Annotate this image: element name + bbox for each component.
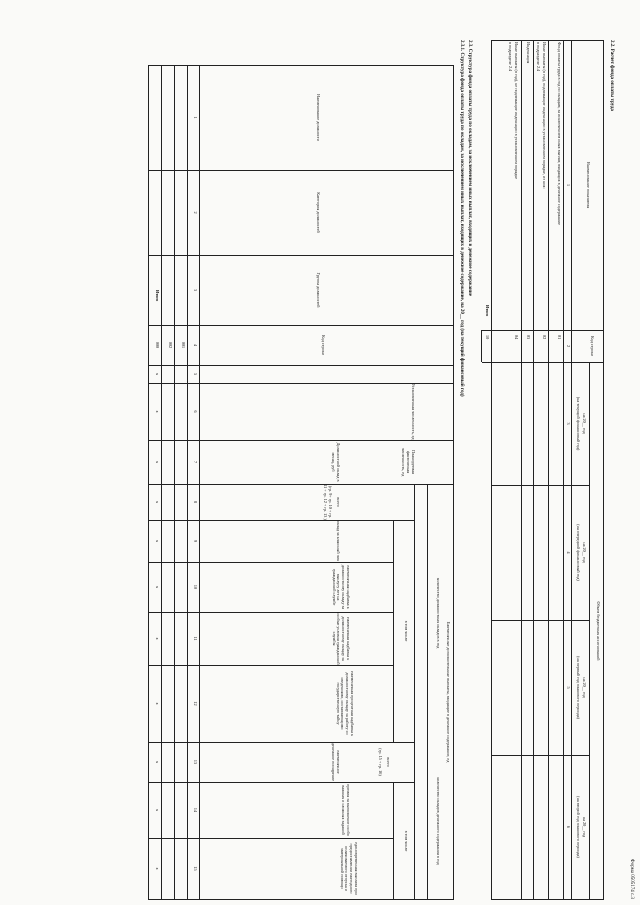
x-mark: x	[155, 410, 160, 413]
row-code: 01	[557, 335, 562, 340]
hdr-planned: Планируемая фактическая численность, ед	[401, 447, 416, 477]
hdr-group: Группа должностей	[316, 272, 321, 308]
hdr-total-b-formula: (гр. 15 + гр. 16)	[378, 748, 383, 776]
x-mark: x	[155, 539, 160, 543]
col-name-header: Наименование показателя	[586, 161, 591, 209]
col-obligations-header: Объем бюджетных ассигнований	[596, 601, 601, 661]
col-num: 10	[193, 584, 198, 590]
hdr-other-group: количество окладов денежного содержания в год	[436, 777, 441, 865]
row-code: 04	[514, 335, 519, 340]
total-label-2: Итого	[155, 290, 160, 302]
row-name: Иные выплаты (в год), подлежащие индексации в установленном порядке, из них:	[542, 42, 547, 189]
hdr-total-b: всего	[386, 757, 391, 767]
total-label: Итого	[485, 305, 490, 317]
row-code: 03	[526, 335, 531, 340]
row-code: 001	[181, 341, 186, 349]
row-name: Иные выплаты (в год), не подлежащие индексации в установленном порядке	[514, 42, 519, 180]
row-name: Индексация	[526, 42, 531, 64]
x-mark: x	[155, 808, 160, 812]
col-num: 2	[193, 211, 198, 214]
col-num: 5	[566, 686, 571, 689]
col-num: 7	[193, 460, 198, 464]
col-num: 6	[193, 410, 198, 413]
row-code: 002	[168, 341, 173, 349]
col-num: 15	[193, 866, 198, 871]
section-2-3-title: 2.3. Структура фонда оплаты труда по окладам, за исключением иных выплат, входящих в денежное содержание	[467, 40, 472, 297]
hdr-payments-group: Ежемесячные дополнительные выплаты, входящие в денежное содержание, ед	[446, 621, 451, 763]
col-num: 4	[193, 343, 198, 347]
col-num: 14	[193, 807, 198, 813]
year-4-sub: (на второй год планового периода)	[576, 796, 581, 858]
hdr-salary: Должностной оклад в месяц, руб	[331, 442, 341, 482]
x-mark: x	[155, 585, 160, 589]
hdr-total-a: всего	[336, 497, 341, 507]
col-num: 3	[193, 288, 198, 292]
x-mark: x	[155, 460, 160, 464]
hdr-in-that-number-2: в том числе	[404, 830, 409, 852]
year-1-label: на 20__ год	[582, 413, 587, 434]
col-num: 6	[566, 825, 571, 829]
hdr-seniority: ежемесячная надбавка к должностному окладу за выслугу лет на гражданской службе	[331, 564, 351, 610]
row-name: в подразделе 2.4	[536, 42, 541, 72]
hdr-incentive: ежемесячное денежное поощрение	[331, 742, 341, 782]
row-name: Фонд оплаты труда в год по окладам, за исключением иных выплат, входящих в денежное содержание	[557, 42, 562, 225]
col-num: 8	[193, 500, 198, 504]
year-1-sub: (на текущий финансовый год)	[576, 396, 581, 451]
col-num: 12	[193, 701, 198, 706]
row-code: 02	[542, 335, 547, 340]
col-num: 5	[193, 372, 198, 376]
hdr-bonus: премия за выполнение особо важных и сложных заданий	[341, 784, 351, 836]
year-2-sub: (на очередной финансовый год)	[576, 524, 581, 581]
section-2-3-1-title: 2.3.1. Структура фонда оплаты труда по окладам, за исключением иных выплат, входящих в денежное содержание, на 20__ год (на текущий финансовый год)	[459, 40, 464, 397]
col-num: 2	[566, 344, 571, 348]
form-number: Форма 0505174 с.3	[629, 858, 634, 899]
hdr-established: Установленная численность, ед	[411, 383, 416, 440]
col-num: 4	[566, 551, 571, 554]
x-mark: x	[155, 760, 160, 764]
x-mark: x	[155, 867, 160, 870]
x-mark: x	[155, 637, 160, 640]
section-2-2-title: 2.2. Расчет фонда оплаты труда	[609, 40, 614, 111]
hdr-special: ежемесячная надбавка к должностному окладу за особые условия гражданской службы	[331, 612, 351, 665]
year-2-label: на 20__ год	[582, 542, 587, 563]
hdr-code: Код строки	[321, 335, 326, 355]
row-name: в подразделе 2.4	[508, 42, 513, 72]
x-mark: x	[155, 500, 160, 504]
year-4-label: на 20__ год	[582, 816, 587, 838]
hdr-in-that-number: в том числе	[404, 620, 409, 642]
col-num: 11	[193, 636, 198, 641]
col-num: 13	[193, 759, 198, 765]
col-num: 3	[566, 422, 571, 425]
hdr-count-label: количество должностных окладов в год	[436, 577, 441, 649]
hdr-position: Наименование должности	[316, 94, 321, 141]
year-3-sub: (на первый год планового периода)	[576, 656, 581, 719]
col-num: 1	[193, 116, 198, 119]
hdr-secret: ежемесячная процентная надбавка к должностному окладу за работу со сведениями, составляющими государственную тайну	[335, 671, 355, 736]
total-code-2: 000	[155, 341, 160, 349]
col-num: 9	[193, 539, 198, 543]
hdr-one-time: единовременная выплата при предоставлении ежегодного оплачиваемого отпуска и материальной помощи	[339, 842, 359, 895]
total-code: 10	[485, 335, 490, 340]
col-num: 1	[566, 183, 571, 187]
hdr-class-rank: оклад за классный чин	[336, 520, 341, 562]
year-3-label: на 20__ год	[582, 677, 587, 698]
x-mark: x	[155, 372, 160, 376]
col-code-header: Код строки	[590, 336, 595, 356]
hdr-total-a-formula: (гр. 9+ гр. 10 + гр. 11 + гр. 12 + гр. 13 )	[323, 484, 333, 520]
hdr-category: Категория должностей	[316, 192, 321, 233]
x-mark: x	[155, 702, 160, 705]
